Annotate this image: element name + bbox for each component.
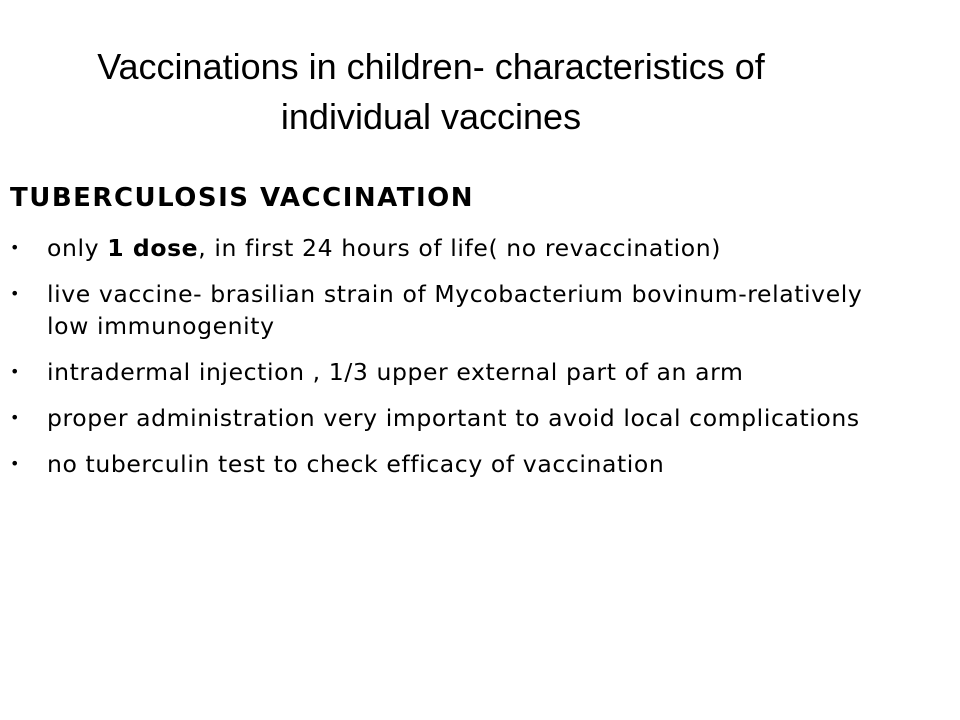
bullet-text-bold: 1 dose [107, 234, 199, 262]
bullet-item-live-vaccine [10, 278, 870, 342]
slide-title-line-1: Vaccinations in children- characteristics of [97, 46, 765, 87]
bullet-item-injection [10, 356, 870, 388]
section-heading: TUBERCULOSIS VACCINATION [10, 183, 475, 213]
bullet-icon: • [10, 362, 21, 381]
bullet-item-administration [10, 402, 870, 434]
bullet-icon: • [10, 238, 21, 257]
bullet-icon: • [10, 284, 21, 303]
bullet-text: live vaccine- brasilian strain of Mycobacterium bovinum-relatively low immunogenity [47, 280, 863, 340]
bullet-text-pre: only [47, 234, 108, 262]
bullet-icon: • [10, 454, 21, 473]
slide-title [0, 42, 862, 142]
bullet-text: proper administration very important to avoid local complications [47, 404, 860, 432]
bullet-item-dose [10, 232, 870, 264]
bullet-icon: • [10, 408, 21, 427]
slide-title-line-2: individual vaccines [280, 96, 582, 137]
bullet-list [10, 232, 870, 494]
bullet-text: no tuberculin test to check efficacy of vaccination [47, 450, 665, 478]
bullet-text: intradermal injection , 1/3 upper external part of an arm [47, 358, 744, 386]
bullet-text-post: , in first 24 hours of life( no revaccination) [198, 234, 722, 262]
bullet-item-tuberculin [10, 448, 870, 480]
